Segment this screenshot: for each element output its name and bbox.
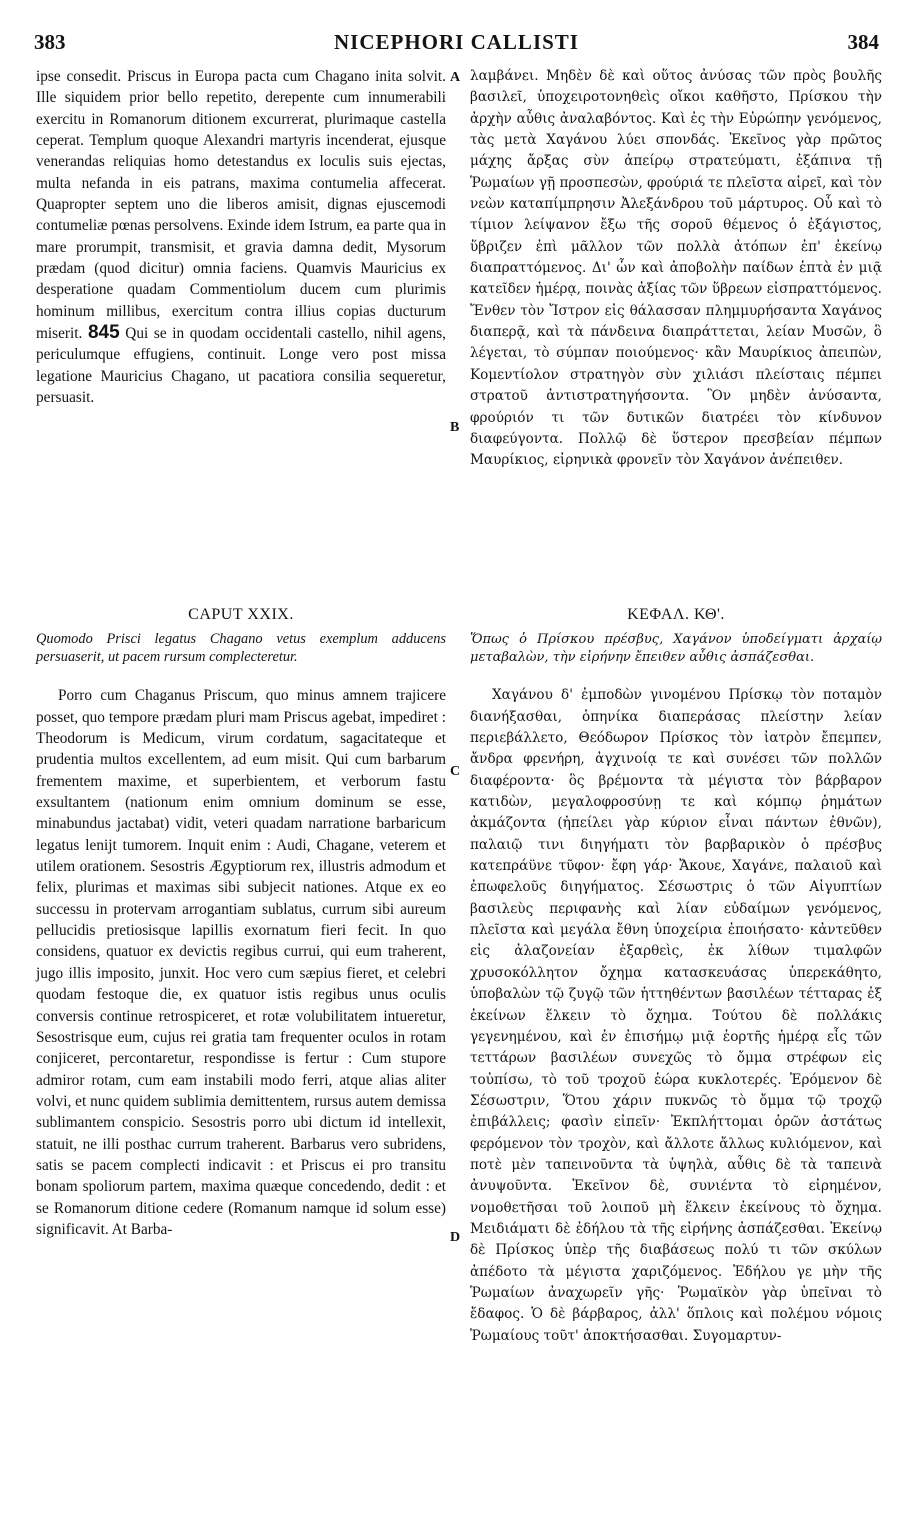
running-title: NICEPHORI CALLISTI (334, 30, 579, 54)
latin-lead-paragraph (36, 66, 446, 552)
greek-body-paragraph: Χαγάνου δ' ἐμποδὼν γινομένου Πρίσκῳ τὸν ποταμὸν διανήξασθαι, ὁπηνίκα διαπεράσας πλείστην λείαν περιεβάλλετο, Θεόδωρον Πρίσκος τὸν ἰατρὸν ἔπεμπεν, ἄνδρα φρενήρη, ἀγχινοίᾳ τε καὶ συνέσει τῶν πολλῶν διαφέροντα· ὃς βρέμοντα τὰ μέγιστα τὸν βάρβαρον κατιδὼν, μεγαλοφροσύνῃ τε καὶ κόμπῳ ῥημάτων ἀκμάζοντα (ἠπείλει γὰρ κύριον εἶναι πάντων ἐθνῶν), παλαιῷ τινι διηγήματι τὸν βαρβαρικὸν ὁ πρέσβυς κατεπράϋνε τῦφον· ἔφη γάρ· Ἄκουε, Χαγάνε, παλαιοῦ καὶ ἐπωφελοῦς διηγήματος. Σέσωστρις ὁ τῶν Αἰγυπτίων βασιλεὺς περιφανὴς καὶ λίαν εὐδαίμων γενόμενος, πλεῖστα καὶ μεγάλα ἔθνη ὑποχείρια ἐποιήσατο· κἀντεῦθεν εἰς ἀλαζονείαν ἐξαρθεὶς, ἐκ λίθων τιμαλφῶν χρυσοκόλλητον ὄχημα κατασκευάσας ὑπερεκάθητο, ὑποβαλὼν τῷ ζυγῷ τῶν ἡττηθέντων βασιλέων τέτταρας ἐξ ἐκείνων ἕλκειν τὸ ὄχημα. Τούτου δὲ πολλάκις γεγενημένου, καὶ ἐν ἐπισήμῳ μιᾷ ἑορτῆς ἡμέρᾳ εἷς τῶν τεττάρων βασιλέων συνεχῶς τὸ ὄμμα στρέφων εἰς τοὐπίσω, τὸ τοῦ τροχοῦ ἑώρα κυκλοτερές. Ἐρόμενον δὲ Σέσωστριν, Ὅτου χάριν πυκνῶς τὸ ὄμμα τῷ τροχῷ ἐπιβάλλεις; φασὶν εἰπεῖν· Ἐκπλήττομαι ὁρῶν ἀστάτως φερόμενον τὸν τροχὸν, καὶ ἄλλοτε ἄλλως κυλιόμενον, καὶ ποτὲ μὲν ταπεινοῦντα τὰ ὑψηλὰ, αὖθις δὲ τὰ ταπεινὰ ἀνυψοῦντα. Ἐκεῖνον δὲ, συνιέντα τὸ εἰρημένον, νομοθετῆσαι τοῦ λοιποῦ μὴ ἕλκειν ἐκείνους τὸ ὄχημα. Μειδιάματι δὲ ἐδήλου τὰ τῆς εἰρήνης ἀσπάζεσθαι. Ἐκείνῳ δὲ Πρίσκος ὑπὲρ τῆς διαβάσεως πολύ τι τῶν σκύλων ἀπέδοτο τὰ μέγιστα χαριζόμενος. Ἐδήλου γε μὴν τῆς Ῥωμαίων ἀναχωρεῖν γῆς· Ῥωμαϊκὸν γὰρ ὑπεῖναι τὸ ἔδαφος. Ὁ δὲ βάρβαρος, ἀλλ' ὅπλοις καὶ πολέμου νόμοις Ῥωμαίους τοῦτ' ἀποκτήσασθαι. Συγομαρτυν- (470, 687, 882, 1344)
latin-lead-text-before: ipse consedit. Priscus in Europa pacta cum Chagano inita solvit. Ille siquidem prior bello repetito, derepente cum innumerabili exercitu in Romanorum ditionem excurrerat, plurimaque castella ceperat. Templum quoque Alexandri martyris incenderat, ejusque venerandas reliquias homo detestandus ex loculis suis ejectas, multa nefanda in eis patrans, maxima contumelia affecerat. Quapropter septem uno die liberos amisit, dignas ejuscemodi contumeliæ pœnas persolvens. Exinde idem Istrum, ea parte qua in mare prorumpit, transmisit, et gravia damna dedit, Mysorum prædam (quod dicitur) omnia faciens. Quamvis Mauricius ex desperatione quadam Commentiolum ducem cum plurimis hominum millibus, exercitum contra illius copias ducturum miserit. (36, 68, 446, 343)
latin-lead-text-after: Qui se in quodam occidentali castello, nihil agens, periculumque effugiens, continuit. Longe vero post missa legatione Mauricius Chagano, ut pacatiora consilia sequeretur, persuasit. (36, 325, 446, 407)
greek-chapter-heading: ΚΕΦΑΛ. ΚΘ'. (627, 606, 725, 623)
latin-column (36, 66, 446, 1240)
inline-page-number: 845 (87, 322, 120, 344)
page-number-right: 384 (847, 30, 879, 54)
margin-letter-a: A (450, 70, 461, 85)
running-header (34, 30, 879, 56)
margin-letter-c: C (450, 764, 461, 779)
latin-chapter-subtitle: Quomodo Prisci legatus Chagano vetus exemplum adducens persuaserit, ut pacem rursum complecteretur. (36, 631, 446, 665)
margin-letter-d: D (450, 1230, 461, 1245)
greek-lead-paragraph: λαμβάνει. Μηδὲν δὲ καὶ οὕτος ἀνύσας τῶν πρὸς βουλῆς βασιλεῖ, ὑποχειροτονηθεὶς οἴκοι καθῆστο, Πρίσκου τὴν ἀρχὴν αὖθις ἀναλαβόντος. Καὶ ἐς τὴν Εὐρώπην γενόμενος, τὰς μετὰ Χαγάνου λύει σπονδάς. Ἐκεῖνος γὰρ πρῶτος μάχης ἄρξας σὺν ἀπείρῳ στρατεύματι, ἐξάπινα τῇ Ῥωμαίων γῇ προσπεσὼν, φρούριά τε πλεῖστα αἱρεῖ, καὶ τὸν νεὼν καταπίμπρησιν Ἀλεξάνδρου τοῦ μάρτυρος. Οὗ καὶ τὸ τίμιον λείψανον ἔξω τῆς σοροῦ θέμενος ὁ ἐξάγιστος, ὕβριζεν ἐπὶ μᾶλλον τῶν πολλὰ ἀτόπων ἐπ' ἐκείνῳ διαπραττόμενος. Δι' ὧν καὶ ἀποβολὴν παίδων ἑπτὰ ἐν μιᾷ κατεῖδεν ἡμέρᾳ, ποινὰς ἀξίας τῶν ὕβρεων εἰσπραττόμενος. Ἔνθεν τὸν Ἴστρον εἰς θάλασσαν πλημμυρήσαντα Χαγάνος διαπερᾷ, καὶ τὰ πάνδεινα διαπράττεται, λείαν Μυσῶν, ὃ λέγεται, τὸ σύμπαν ποιούμενος· κἂν Μαυρίκιος ἀπειπὼν, Κομεντίολον στρατηγὸν σὺν χιλιάσι πλείσταις πέμπει στρατοῦ ἀντιστρατηγήσοντα. Ὃν μηδὲν ἀνύσαντα, φρούριόν τι τῶν δυτικῶν διατρέει τὸν κίνδυνον διαφεύγοντα. Πολλῷ δὲ ὕστερον πρεσβείαν πέμπων Μαυρίκιος, εἰρηνικὰ φρονεῖν τὸν Χαγάνον ἀνέπειθεν. (470, 68, 882, 469)
greek-column (470, 66, 882, 1347)
greek-chapter-subtitle: Ὅπως ὁ Πρίσκου πρέσβυς, Χαγάνον ὑποδείγματι ἀρχαίῳ μεταβαλὼν, τὴν εἰρήνην ἔπειθεν αὖθις ἀσπάζεσθαι. (470, 632, 882, 665)
page-number-left: 383 (34, 30, 66, 54)
latin-chapter-heading: CAPUT XXIX. (188, 606, 294, 623)
latin-body-paragraph: Porro cum Chaganus Priscum, quo minus amnem trajicere posset, quo tempore prædam pluri mam Priscus agebat, impediret : Theodorum is Medicum, virum cordatum, sagacitateque et prudentia multos excellentem, ad eum misit. Qui cum barbarum frementem maxime, et superbientem, et verborum fastu exsultantem (nationum enim omnium dominum se esse, minabundus jactabat) vidit, veteri quadam narratione barbaricum legatus lenijt tumorem. Inquit enim : Audi, Chagane, veterem et utilem orationem. Sesostris Ægyptiorum rex, illustris admodum et felix, plurimas et maximas sibi subjecit nationes. Atque ex eo successu in protervam arrogantiam sublatus, currum sibi aureum pellucidis pretiosisque lapillis exornatum fieri fecit. In quo considens, quatuor ex devictis regibus currui, qui eum traherent, jugo illis imposito, junxit. Hoc vero cum sæpius fieret, et celebri quodam festoque die, ex quatuor istis regibus unus oculis conversis continue retrospiceret, et rotæ volubilitatem intueretur, Sesostrisque eum, cujus rei gratia tam frequenter oculos in rotam conjiceret, percontaretur, respondisse is fertur : Cum stupore admiror rotam, cum eam instabili modo ferri, atque alias aliter volvi, et nunc quidem sublimia demittentem, rursus autem demissa sublimantem conspicio. Sesostris porro ubi dictum id intellexit, statuit, ne illi posthac currum traherent. Barbarus vero subridens, satis se pacem complecti indicavit : et Priscus ei pro transitu bonam spoliorum partem, maxima quæque concedendo, dedit : et se Romanorum ditione cedere (Romanum namque id solum esse) significavit. At Barba- (36, 687, 446, 1238)
margin-letter-b: B (450, 420, 460, 435)
